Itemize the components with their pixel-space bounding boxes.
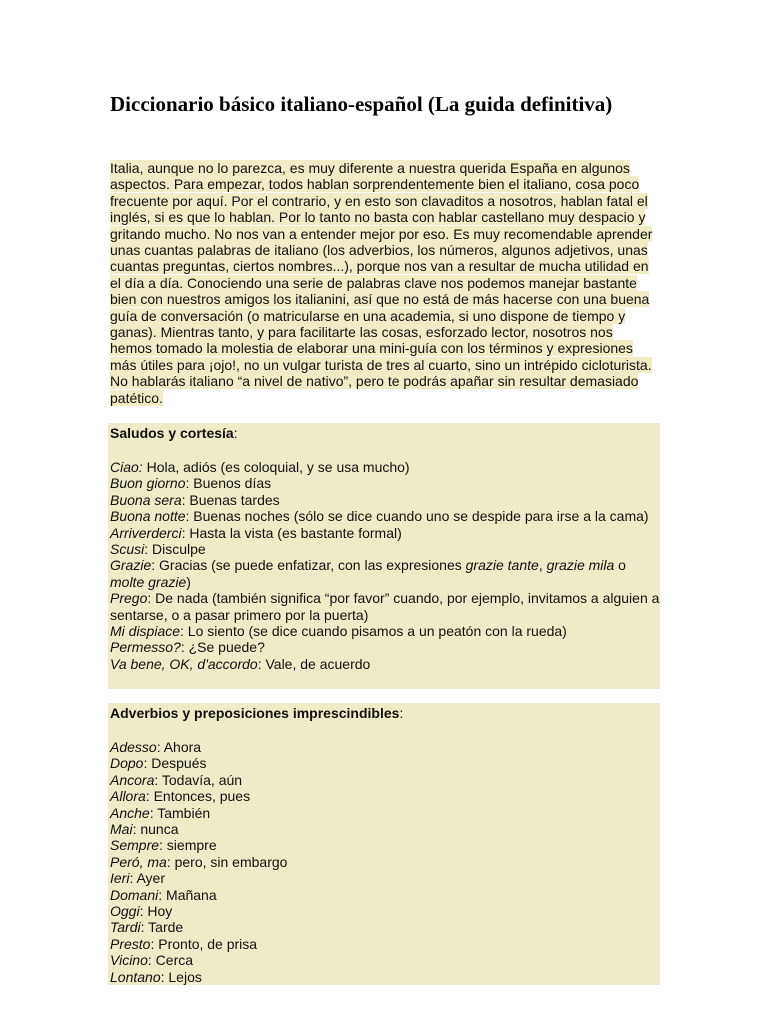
list-item: Presto: Pronto, de prisa [110,935,258,952]
list-item: Sempre: siempre [110,837,217,854]
list-item: Arriverderci: Hasta la vista (es bastante formal) [110,524,402,541]
greetings-section [108,423,660,689]
adverbs-section [108,703,660,985]
intro-text: Italia, aunque no lo parezca, es muy diferente a nuestra querida España en algunos aspectos. Para empezar, todos hablan sorprendentemente bien el italiano, cosa poco frecuente por aquí. Por el contrario, y en esto son clavaditos a nosotros, hablan fatal el inglés, si es que lo hablan. Por lo tanto no basta con hablar castellano muy despacio y gritando mucho. No nos van a entender mejor por eso. Es muy recomendable aprender unas cuantas palabras de italiano (los adverbios, los números, algunos adjetivos, unas cuantas preguntas, ciertos nombres...), porque nos van a resultar de mucha utilidad en el día a día. Conociendo una serie de palabras clave nos podemos manejar bastante bien con nuestros amigos los italianini, así que no está de más hacerse con una buena guía de conversación (o matricularse en una academia, si uno dispone de tiempo y ganas). Mientras tanto, y para facilitarte las cosas, esforzado lector, nosotros nos hemos tomado la molestia de elaborar una mini-guía con los términos y expresiones más útiles para ¡ojo!, no un vulgar turista de tres al cuarto, sino un intrépido cicloturista. No hablarás italiano “a nivel de nativo”, pero te podrás apañar sin resultar demasiado patético. [110,160,653,406]
greetings-list [108,459,660,672]
adverbs-heading: Adverbios y preposiciones imprescindibles: [110,705,404,721]
list-item: Domani: Mañana [110,886,217,903]
list-item: Lontano: Lejos [110,968,202,985]
list-item: Ciao: Hola, adiós (es coloquial, y se usa mucho) [110,459,410,475]
list-item: Allora: Entonces, pues [110,788,251,805]
list-item: Prego: De nada (también significa “por favor” cuando, por ejemplo, invitamos a alguien a sentarse, o a pasar primero por la puerta) [110,590,660,623]
intro-paragraph [110,160,658,406]
list-item: Tardi: Tarde [110,919,184,936]
list-item: Buona notte: Buenas noches (sólo se dice cuando uno se despide para irse a la cama) [110,508,649,525]
list-item: Oggi: Hoy [110,903,173,920]
greetings-heading: Saludos y cortesía: [110,425,238,441]
list-item: Peró, ma: pero, sin embargo [110,853,288,870]
list-item: Adesso: Ahora [110,739,202,755]
list-item: Dopo: Después [110,755,207,772]
list-item: Ieri: Ayer [110,870,165,887]
list-item: Va bene, OK, d'accordo: Vale, de acuerdo [110,655,371,672]
list-item: Mai: nunca [110,821,179,838]
list-item: Ancora: Todavía, aún [110,771,243,788]
adverbs-list [108,739,660,985]
list-item: Grazie: Gracias (se puede enfatizar, con las expresiones grazie tante, grazie mila o molte grazie) [110,557,626,590]
list-item: Vicino: Cerca [110,952,194,969]
list-item: Scusi: Disculpe [110,541,206,558]
list-item: Mi dispiace: Lo siento (se dice cuando pisamos a un peatón con la rueda) [110,623,567,640]
list-item: Buon giorno: Buenos días [110,475,272,492]
list-item: Anche: También [110,804,211,821]
list-item: Buona sera: Buenas tardes [110,491,280,508]
list-item: Permesso?: ¿Se puede? [110,639,265,656]
page-title: Diccionario básico italiano-español (La guida definitiva) [110,92,613,116]
